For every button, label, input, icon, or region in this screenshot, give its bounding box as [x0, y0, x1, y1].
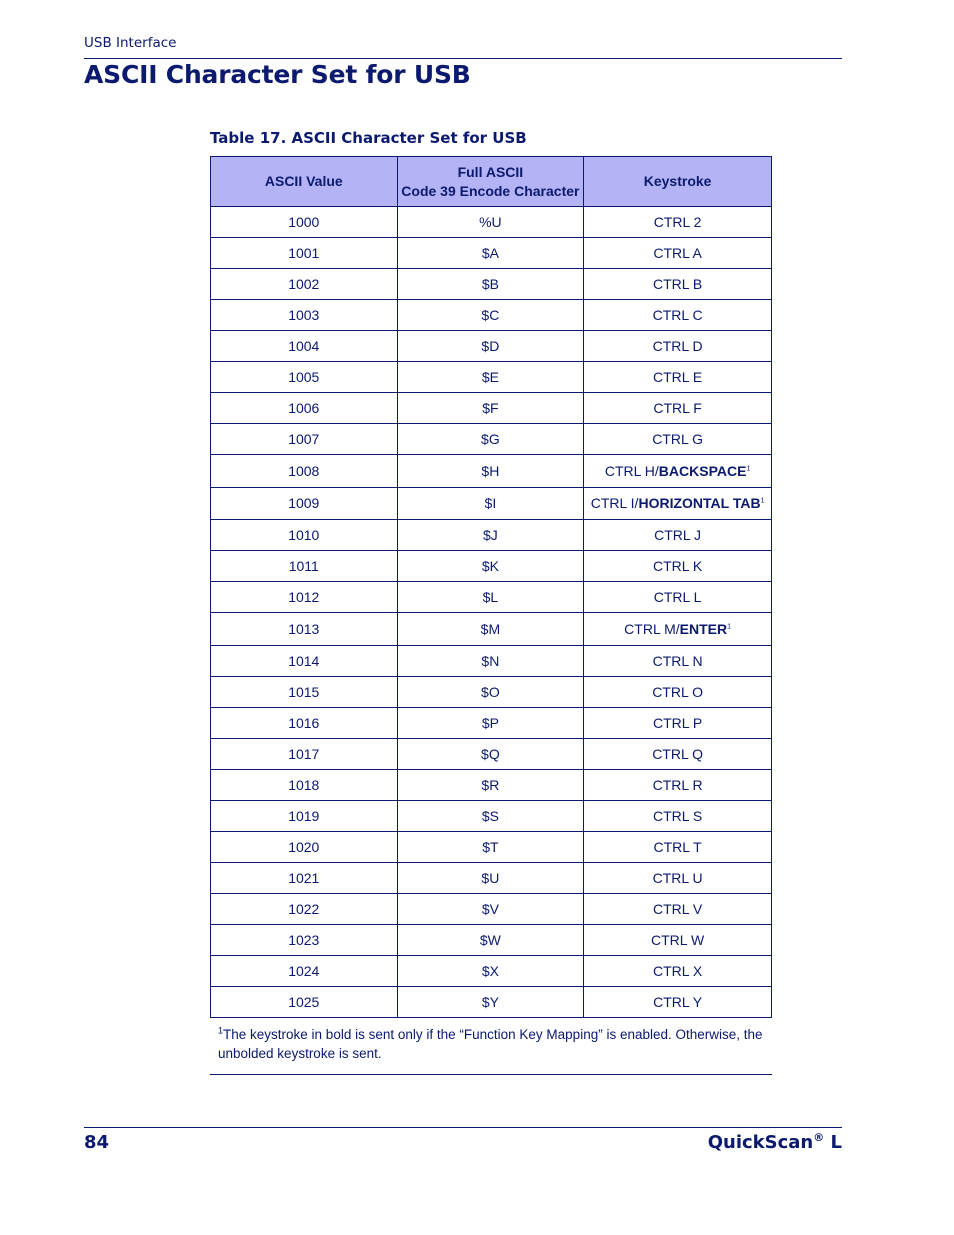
keystroke-bold-text: BACKSPACE — [658, 462, 747, 479]
cell-ascii-value: 1004 — [211, 331, 398, 362]
product-name — [708, 1132, 842, 1153]
column-header-full-ascii-line1: Full ASCII — [457, 163, 524, 180]
cell-ascii-value: 1022 — [211, 893, 398, 924]
cell-code39-character: $M — [397, 613, 584, 646]
column-header-full-ascii — [397, 157, 584, 207]
cell-keystroke: CTRL D — [584, 331, 772, 362]
cell-code39-character: %U — [397, 207, 584, 238]
cell-code39-character: $T — [397, 831, 584, 862]
cell-ascii-value: 1013 — [211, 613, 398, 646]
cell-keystroke: CTRL J — [584, 520, 772, 551]
table-row — [211, 769, 772, 800]
cell-keystroke: CTRL T — [584, 831, 772, 862]
cell-keystroke: CTRL N — [584, 645, 772, 676]
table-row — [211, 238, 772, 269]
cell-keystroke: CTRL K — [584, 551, 772, 582]
column-header-keystroke: Keystroke — [584, 157, 772, 207]
cell-keystroke: CTRL V — [584, 893, 772, 924]
cell-code39-character: $C — [397, 300, 584, 331]
cell-code39-character: $V — [397, 893, 584, 924]
cell-ascii-value: 1005 — [211, 362, 398, 393]
cell-keystroke: CTRL E — [584, 362, 772, 393]
cell-keystroke — [584, 613, 772, 646]
cell-code39-character: $B — [397, 269, 584, 300]
cell-code39-character: $F — [397, 393, 584, 424]
cell-keystroke — [584, 455, 772, 488]
cell-keystroke — [584, 487, 772, 520]
table-row — [211, 455, 772, 488]
cell-ascii-value: 1019 — [211, 800, 398, 831]
footnote-mark: 1 — [218, 1025, 224, 1036]
footer-rule — [84, 1127, 842, 1128]
cell-code39-character: $I — [397, 487, 584, 520]
product-suffix: L — [824, 1132, 842, 1153]
cell-code39-character: $Q — [397, 738, 584, 769]
table-row — [211, 520, 772, 551]
cell-ascii-value: 1018 — [211, 769, 398, 800]
cell-code39-character: $U — [397, 862, 584, 893]
keystroke-text: CTRL M/ — [624, 620, 680, 637]
cell-ascii-value: 1017 — [211, 738, 398, 769]
page-number: 84 — [84, 1132, 110, 1153]
cell-code39-character: $G — [397, 424, 584, 455]
cell-ascii-value: 1002 — [211, 269, 398, 300]
table-row — [211, 893, 772, 924]
table-row — [211, 707, 772, 738]
cell-code39-character: $X — [397, 955, 584, 986]
ascii-table — [210, 156, 772, 1018]
product-name-text: QuickScan — [707, 1132, 814, 1153]
table-row — [211, 831, 772, 862]
table-row — [211, 924, 772, 955]
cell-keystroke: CTRL Q — [584, 738, 772, 769]
cell-keystroke: CTRL P — [584, 707, 772, 738]
table-row — [211, 613, 772, 646]
cell-ascii-value: 1025 — [211, 986, 398, 1017]
cell-code39-character: $R — [397, 769, 584, 800]
cell-ascii-value: 1000 — [211, 207, 398, 238]
cell-code39-character: $P — [397, 707, 584, 738]
cell-ascii-value: 1010 — [211, 520, 398, 551]
table-row — [211, 487, 772, 520]
cell-keystroke: CTRL B — [584, 269, 772, 300]
cell-keystroke: CTRL S — [584, 800, 772, 831]
cell-ascii-value: 1011 — [211, 551, 398, 582]
table-row — [211, 582, 772, 613]
table-row — [211, 269, 772, 300]
footnote-rule — [210, 1074, 772, 1075]
table-body — [211, 207, 772, 1018]
cell-keystroke: CTRL G — [584, 424, 772, 455]
keystroke-text: CTRL I/ — [590, 495, 639, 512]
table-row — [211, 800, 772, 831]
table-row — [211, 331, 772, 362]
cell-keystroke: CTRL L — [584, 582, 772, 613]
table-row — [211, 645, 772, 676]
cell-code39-character: $L — [397, 582, 584, 613]
cell-keystroke: CTRL R — [584, 769, 772, 800]
cell-ascii-value: 1023 — [211, 924, 398, 955]
cell-code39-character: $O — [397, 676, 584, 707]
table-row — [211, 300, 772, 331]
column-header-full-ascii-line2: Code 39 Encode Character — [401, 182, 580, 199]
table-row — [211, 676, 772, 707]
table-row — [211, 393, 772, 424]
table-row — [211, 955, 772, 986]
cell-keystroke: CTRL C — [584, 300, 772, 331]
cell-keystroke: CTRL A — [584, 238, 772, 269]
footnote-reference: 1 — [727, 623, 732, 631]
table-caption: Table 17. ASCII Character Set for USB — [210, 129, 527, 147]
cell-code39-character: $H — [397, 455, 584, 488]
cell-ascii-value: 1016 — [211, 707, 398, 738]
cell-code39-character: $A — [397, 238, 584, 269]
registered-mark: ® — [813, 1131, 825, 1144]
footnote-text: The keystroke in bold is sent only if the “Function Key Mapping” is enabled. Otherwise, the unbolded keystroke is sent. — [218, 1027, 763, 1061]
footnote-reference: 1 — [760, 497, 765, 505]
cell-ascii-value: 1014 — [211, 645, 398, 676]
cell-ascii-value: 1024 — [211, 955, 398, 986]
cell-ascii-value: 1009 — [211, 487, 398, 520]
cell-code39-character: $J — [397, 520, 584, 551]
column-header-ascii-value: ASCII Value — [211, 157, 398, 207]
cell-keystroke: CTRL F — [584, 393, 772, 424]
cell-ascii-value: 1006 — [211, 393, 398, 424]
table-row — [211, 986, 772, 1017]
cell-code39-character: $D — [397, 331, 584, 362]
table-header-row — [211, 157, 772, 207]
table-row — [211, 424, 772, 455]
cell-keystroke: CTRL U — [584, 862, 772, 893]
cell-ascii-value: 1008 — [211, 455, 398, 488]
cell-keystroke: CTRL 2 — [584, 207, 772, 238]
keystroke-bold-text: HORIZONTAL TAB — [638, 495, 761, 512]
cell-ascii-value: 1001 — [211, 238, 398, 269]
cell-ascii-value: 1020 — [211, 831, 398, 862]
cell-code39-character: $N — [397, 645, 584, 676]
cell-ascii-value: 1003 — [211, 300, 398, 331]
cell-code39-character: $Y — [397, 986, 584, 1017]
table-row — [211, 738, 772, 769]
cell-ascii-value: 1021 — [211, 862, 398, 893]
cell-keystroke: CTRL W — [584, 924, 772, 955]
table-footnote — [218, 1025, 763, 1063]
cell-ascii-value: 1015 — [211, 676, 398, 707]
cell-code39-character: $W — [397, 924, 584, 955]
footnote-reference: 1 — [746, 465, 751, 473]
cell-code39-character: $E — [397, 362, 584, 393]
cell-code39-character: $K — [397, 551, 584, 582]
cell-keystroke: CTRL Y — [584, 986, 772, 1017]
table-row — [211, 207, 772, 238]
cell-keystroke: CTRL X — [584, 955, 772, 986]
cell-ascii-value: 1007 — [211, 424, 398, 455]
running-head: USB Interface — [84, 35, 177, 51]
page-title: ASCII Character Set for USB — [84, 60, 471, 89]
table-row — [211, 362, 772, 393]
table-row — [211, 862, 772, 893]
table-row — [211, 551, 772, 582]
cell-ascii-value: 1012 — [211, 582, 398, 613]
cell-keystroke: CTRL O — [584, 676, 772, 707]
keystroke-text: CTRL H/ — [604, 462, 659, 479]
header-rule — [84, 58, 842, 59]
keystroke-bold-text: ENTER — [679, 620, 728, 637]
cell-code39-character: $S — [397, 800, 584, 831]
